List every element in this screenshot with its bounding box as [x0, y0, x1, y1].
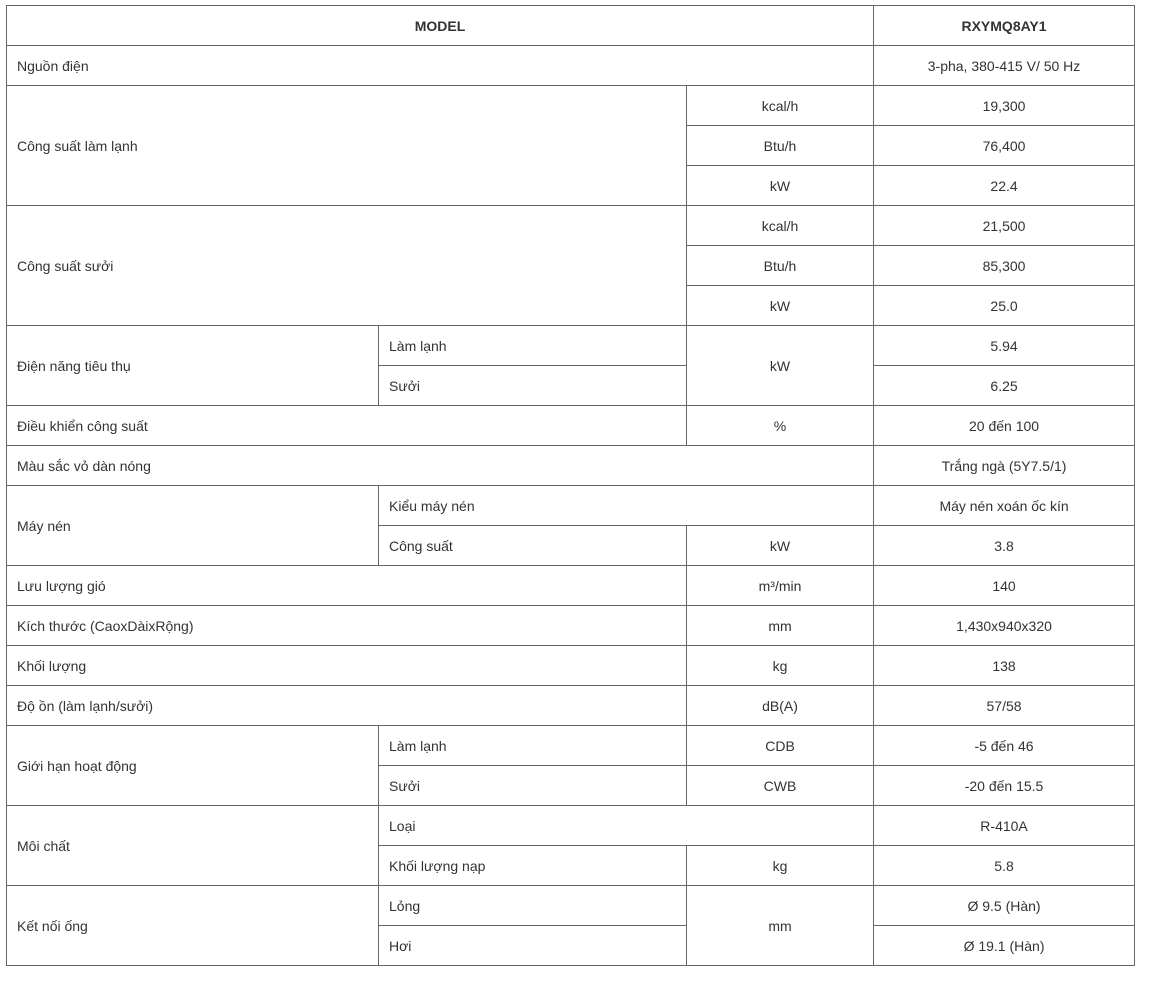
table-header-row: [7, 6, 1135, 46]
casing-color-value: Trắng ngà (5Y7.5/1): [874, 446, 1135, 486]
heating-value: 21,500: [874, 206, 1135, 246]
piping-label: Kết nối ống: [7, 886, 379, 966]
piping-value: Ø 9.5 (Hàn): [874, 886, 1135, 926]
heating-value: 85,300: [874, 246, 1135, 286]
power-consumption-value: 5.94: [874, 326, 1135, 366]
power-consumption-label: Điện năng tiêu thụ: [7, 326, 379, 406]
cooling-value: 76,400: [874, 126, 1135, 166]
capacity-control-label: Điều khiển công suất: [7, 406, 687, 446]
compressor-type-label: Kiểu máy nén: [379, 486, 874, 526]
weight-value: 138: [874, 646, 1135, 686]
cooling-value: 19,300: [874, 86, 1135, 126]
operation-range-value: -5 đến 46: [874, 726, 1135, 766]
piping-sub-label: Lỏng: [379, 886, 687, 926]
refrigerant-charge-unit: kg: [687, 846, 874, 886]
piping-unit: mm: [687, 886, 874, 966]
table-row: [7, 686, 1135, 726]
refrigerant-type-label: Loại: [379, 806, 874, 846]
weight-unit: kg: [687, 646, 874, 686]
table-row: [7, 406, 1135, 446]
table-row: [7, 206, 1135, 246]
refrigerant-charge-value: 5.8: [874, 846, 1135, 886]
table-row: [7, 46, 1135, 86]
cooling-unit: kW: [687, 166, 874, 206]
cooling-unit: kcal/h: [687, 86, 874, 126]
heating-capacity-label: Công suất sưởi: [7, 206, 687, 326]
model-header-value: RXYMQ8AY1: [874, 6, 1135, 46]
table-row: [7, 566, 1135, 606]
piping-value: Ø 19.1 (Hàn): [874, 926, 1135, 966]
operation-range-sub-label: Làm lạnh: [379, 726, 687, 766]
heating-unit: kcal/h: [687, 206, 874, 246]
weight-label: Khối lượng: [7, 646, 687, 686]
power-supply-label: Nguồn điện: [7, 46, 874, 86]
sound-label: Độ ồn (làm lạnh/sưởi): [7, 686, 687, 726]
table-row: [7, 606, 1135, 646]
operation-range-value: -20 đến 15.5: [874, 766, 1135, 806]
table-row: [7, 326, 1135, 366]
compressor-output-value: 3.8: [874, 526, 1135, 566]
refrigerant-label: Môi chất: [7, 806, 379, 886]
casing-color-label: Màu sắc vỏ dàn nóng: [7, 446, 874, 486]
heating-value: 25.0: [874, 286, 1135, 326]
power-consumption-value: 6.25: [874, 366, 1135, 406]
power-supply-value: 3-pha, 380-415 V/ 50 Hz: [874, 46, 1135, 86]
refrigerant-charge-label: Khối lượng nạp: [379, 846, 687, 886]
sound-unit: dB(A): [687, 686, 874, 726]
airflow-value: 140: [874, 566, 1135, 606]
cooling-unit: Btu/h: [687, 126, 874, 166]
heating-unit: Btu/h: [687, 246, 874, 286]
cooling-capacity-label: Công suất làm lạnh: [7, 86, 687, 206]
capacity-control-value: 20 đến 100: [874, 406, 1135, 446]
operation-range-label: Giới hạn hoạt động: [7, 726, 379, 806]
power-consumption-sub-label: Làm lạnh: [379, 326, 687, 366]
table-row: [7, 886, 1135, 926]
power-consumption-unit: kW: [687, 326, 874, 406]
compressor-output-unit: kW: [687, 526, 874, 566]
dimensions-unit: mm: [687, 606, 874, 646]
dimensions-value: 1,430x940x320: [874, 606, 1135, 646]
airflow-label: Lưu lượng gió: [7, 566, 687, 606]
compressor-type-value: Máy nén xoán ốc kín: [874, 486, 1135, 526]
sound-value: 57/58: [874, 686, 1135, 726]
table-row: [7, 806, 1135, 846]
airflow-unit: m³/min: [687, 566, 874, 606]
capacity-control-unit: %: [687, 406, 874, 446]
power-consumption-sub-label: Sưởi: [379, 366, 687, 406]
heating-unit: kW: [687, 286, 874, 326]
table-row: [7, 646, 1135, 686]
table-row: [7, 486, 1135, 526]
compressor-output-label: Công suất: [379, 526, 687, 566]
cooling-value: 22.4: [874, 166, 1135, 206]
piping-sub-label: Hơi: [379, 926, 687, 966]
dimensions-label: Kích thước (CaoxDàixRộng): [7, 606, 687, 646]
table-row: [7, 86, 1135, 126]
spec-table: [6, 5, 1135, 966]
operation-range-unit: CDB: [687, 726, 874, 766]
table-row: [7, 726, 1135, 766]
refrigerant-type-value: R-410A: [874, 806, 1135, 846]
compressor-label: Máy nén: [7, 486, 379, 566]
operation-range-sub-label: Sưởi: [379, 766, 687, 806]
model-header-label: MODEL: [7, 6, 874, 46]
table-row: [7, 446, 1135, 486]
operation-range-unit: CWB: [687, 766, 874, 806]
